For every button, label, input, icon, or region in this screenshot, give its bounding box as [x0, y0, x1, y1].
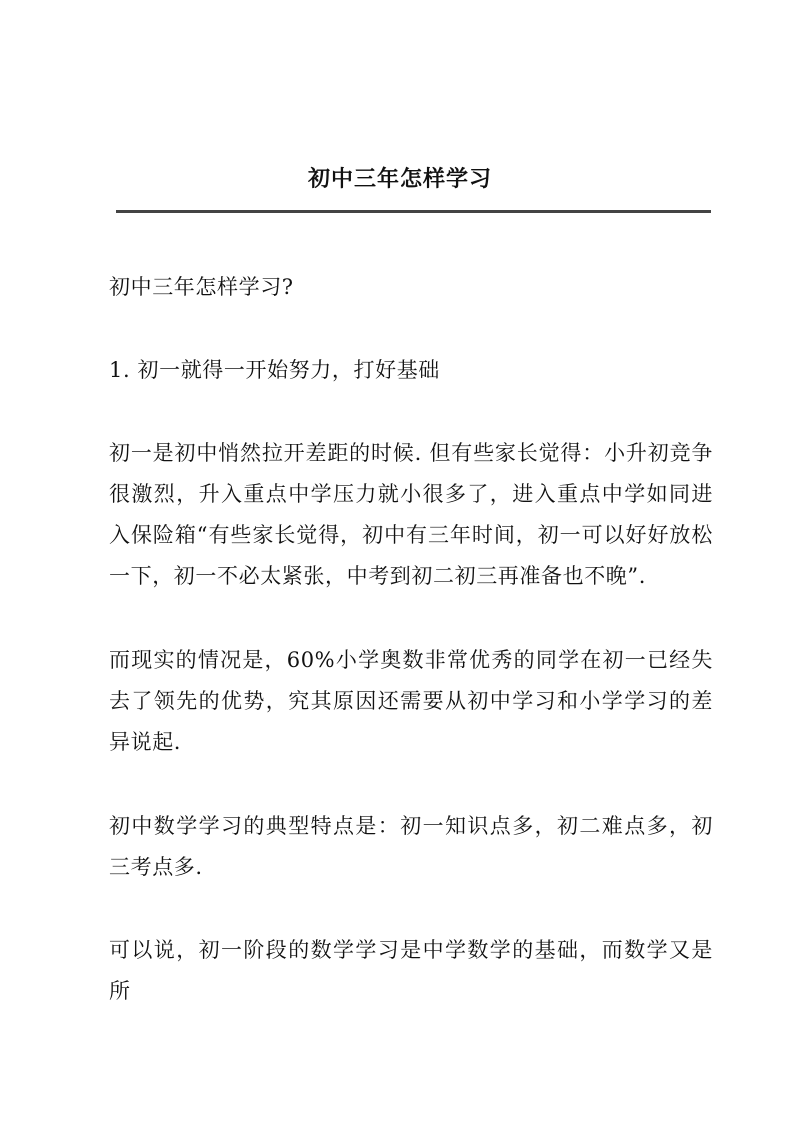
- paragraph-section-heading: 1. 初一就得一开始努力，打好基础: [109, 358, 440, 382]
- document-title: 初中三年怎样学习: [307, 166, 492, 192]
- paragraph-body: 初中数学学习的典型特点是：初一知识点多，初二难点多，初三考点多.: [109, 814, 713, 879]
- paragraph-body: 可以说，初一阶段的数学学习是中学数学的基础，而数学又是所: [109, 938, 713, 1003]
- paragraph-body: 而现实的情况是，60%小学奥数非常优秀的同学在初一已经失去了领先的优势，究其原因还需要从初中学习和小学学习的差异说起.: [109, 648, 713, 754]
- paragraph-body: 初一是初中悄然拉开差距的时候. 但有些家长觉得：小升初竞争很激烈，升入重点中学压力就小很多了，进入重点中学如同进入保险箱“有些家长觉得，初中有三年时间，初一可以好好放松一下，初一不必太紧张，中考到初二初三再准备也不晚”.: [109, 441, 713, 588]
- title-divider: [116, 210, 711, 213]
- paragraph-intro-question: 初中三年怎样学习?: [109, 275, 294, 299]
